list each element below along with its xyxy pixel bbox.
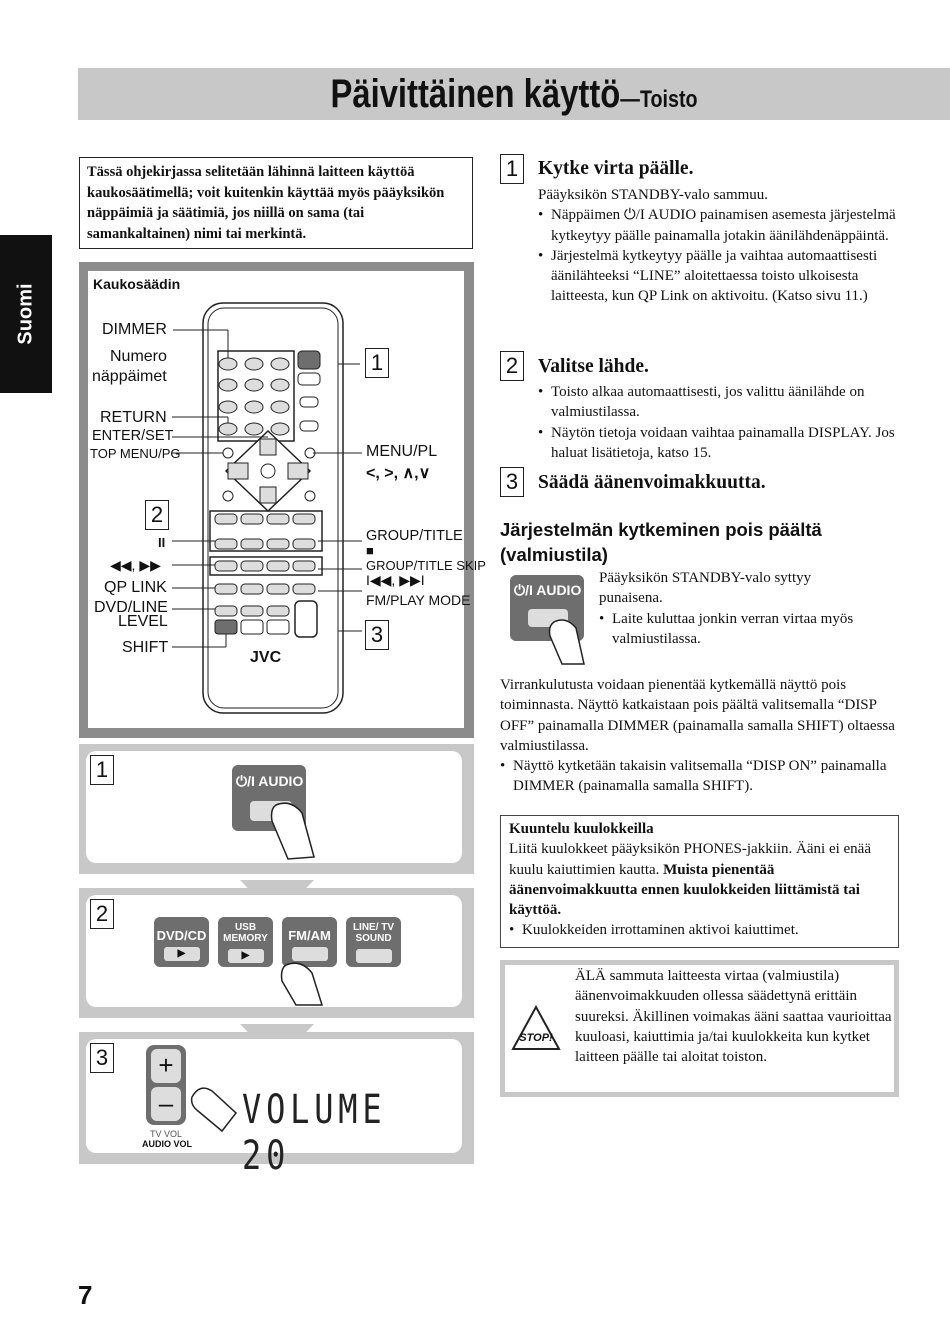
headphones-body (509, 839, 890, 920)
power-saving-text (500, 675, 900, 797)
headphones-title: Kuuntelu kuulokkeilla (509, 821, 654, 837)
headphones-text: Liitä kuulokkeet pääyksikön PHONES-jakkiin. Ääni ei enää kuulu kaiuttimien kautta. (509, 841, 871, 878)
label-level: LEVEL (118, 613, 168, 630)
fm-am-label: FM/AM (288, 928, 331, 943)
line-tv-sound-button[interactable] (346, 917, 401, 967)
step2-number: 2 (90, 899, 114, 929)
volume-display: VOLUME 20 (242, 1087, 387, 1179)
label-enter-set: ENTER/SET (92, 428, 174, 444)
instr1-bullet: • Näppäimen ⏻/I AUDIO painamisen asemesta järjestelmä kytkeytyy päälle painamalla jotakin äänilähdenäppäintä. (538, 205, 902, 246)
title-main: Päivittäinen käyttö (330, 72, 621, 116)
label-top-menu: TOP MENU/PG (90, 446, 181, 461)
callout-3: 3 (365, 620, 389, 650)
language-tab (0, 235, 52, 393)
label-numero: Numero (110, 348, 167, 365)
audio-vol-label: AUDIO VOL (142, 1139, 193, 1149)
step3-inner (86, 1039, 462, 1179)
fm-am-button[interactable] (282, 917, 337, 967)
play-icon: ▶ (228, 949, 264, 963)
label-fm-play: FM/PLAY MODE (366, 592, 471, 608)
remote-caption: Kaukosäädin (93, 276, 181, 292)
label-arrows: <, >, ∧,∨ (366, 465, 431, 482)
finger-icon (546, 618, 586, 666)
standby-line1: Pääyksikön STANDBY-valo syttyy (599, 570, 812, 586)
tv-vol-label: TV VOL (150, 1129, 183, 1139)
label-return: RETURN (100, 409, 167, 426)
finger-icon (276, 961, 326, 1007)
intro-box: Tässä ohjekirjassa selitetään lähinnä laitteen käyttöä kaukosäätimellä; voit kuitenkin käyttää myös pääyksikön näppäimiä ja säätimiä, jos niillä on sama (tai samankaltainen) nimi tai merkintä. (79, 157, 473, 249)
warning-box (500, 960, 899, 1097)
step3-number: 3 (90, 1043, 114, 1073)
instr1-number: 1 (500, 154, 524, 184)
instr1-bullet: • Järjestelmä kytkeytyy päälle ja vaihtaa automaattisesti äänilähteeksi “LINE” aloitettaessa toisto ulkoisesta laitteesta, kun QP Link on aktivoitu. (Katso sivu 11.) (538, 246, 902, 307)
volume-down-button[interactable]: – (151, 1087, 181, 1121)
standby-text (599, 568, 899, 649)
headphones-bullet: • Kuulokkeiden irrottaminen aktivoi kaiuttimet. (509, 920, 890, 940)
standby-heading (500, 517, 822, 567)
label-group-title: GROUP/TITLE (366, 528, 463, 544)
instr2-bullet: • Näytön tietoja voidaan vaihtaa painamalla DISPLAY. Jos haluat lisätietoja, katso 15. (538, 423, 902, 464)
step1-number: 1 (90, 755, 114, 785)
dvd-cd-label: DVD/CD (156, 928, 207, 943)
title-bar (78, 68, 950, 120)
label-menu-pl: MENU/PL (366, 443, 438, 460)
remote-illustration (88, 271, 486, 728)
instr1-body (538, 185, 902, 307)
label-group-title-skip: GROUP/TITLE SKIP (366, 558, 486, 573)
usb-memory-label: USB MEMORY (223, 922, 268, 944)
volume-control[interactable] (146, 1045, 186, 1125)
instr3-heading: Säädä äänenvoimakkuutta. (538, 472, 766, 493)
standby-bullet: • Laite kuluttaa jonkin verran virtaa myös valmiustilassa. (599, 609, 899, 650)
page-title (156, 68, 871, 126)
line-tv-sound-label: LINE/ TV SOUND (352, 922, 395, 944)
label-stop: ■ (366, 543, 374, 558)
button-key (356, 949, 392, 963)
standby-line2: punaisena. (599, 590, 663, 607)
warning-text: ÄLÄ sammuta laitteesta virtaa (valmiustila) äänenvoimakkuuden ollessa säädettynä erittäin suureksi. Äkillinen voimakas ääni saattaa vaurioittaa kuuloasi, kaiuttimia ja/tai kuulokkeita kun kytket laitteen päälle tai aloitat toiston. (575, 968, 892, 1066)
title-subtitle: —Toisto (620, 86, 698, 113)
button-key (292, 947, 328, 961)
headphones-box (500, 815, 899, 948)
callout-2: 2 (145, 500, 169, 530)
usb-memory-button[interactable] (218, 917, 273, 967)
callout-1: 1 (365, 348, 389, 378)
power-saving-paragraph: Virrankulutusta voidaan pienentää kytkemällä näyttö pois toiminnasta. Näyttö katkaistaan pois päältä valitsemalla “DISP OFF” painamalla DIMMER (painamalla samalla SHIFT) oltaessa valmiustilassa. (500, 677, 895, 754)
label-skip2: I◀◀, ▶▶I (366, 572, 425, 588)
finger-icon (190, 1083, 238, 1133)
page-number: 7 (78, 1280, 93, 1310)
instr1-heading: Kytke virta päälle. (538, 158, 694, 179)
label-dvd-line: DVD/LINE (94, 599, 168, 616)
jvc-logo: JVC (250, 649, 282, 666)
standby-button-label: ⏻/I AUDIO (514, 582, 582, 598)
standby-heading-line2: (valmiustila) (500, 544, 608, 565)
language-label: Suomi (14, 283, 37, 345)
audio-button-label: ⏻/I AUDIO (236, 773, 304, 789)
label-shift: SHIFT (122, 639, 169, 656)
label-nappaimet: näppäimet (92, 368, 167, 385)
instr1-line: Pääyksikön STANDBY-valo sammuu. (538, 187, 769, 203)
instr3-number: 3 (500, 467, 524, 497)
finger-icon (266, 801, 316, 861)
play-icon: ▶ (164, 947, 200, 961)
instr2-bullet: • Toisto alkaa automaattisesti, jos valittu äänilähde on valmiustilassa. (538, 382, 902, 423)
power-saving-bullet: • Näyttö kytketään takaisin valitsemalla “DISP ON” painamalla DIMMER (painamalla samalla SHIFT). (500, 756, 900, 797)
stop-label: STOP! (519, 1032, 553, 1044)
label-pause: II (158, 535, 166, 550)
standby-heading-line1: Järjestelmän kytkeminen pois päältä (500, 519, 822, 540)
step2-inner (86, 895, 462, 1007)
instr2-body (538, 382, 902, 463)
instr2-number: 2 (500, 351, 524, 381)
instr2-heading: Valitse lähde. (538, 356, 649, 377)
step1-inner (86, 751, 462, 863)
volume-up-button[interactable]: + (151, 1049, 181, 1083)
headphones-warning: Muista pienentää äänenvoimakkuutta ennen kuulokkeiden liittämistä tai käyttöä. (509, 861, 860, 919)
label-dimmer: DIMMER (102, 321, 167, 338)
label-skip: ◀◀, ▶▶ (110, 557, 161, 573)
dvd-cd-button[interactable] (154, 917, 209, 967)
stop-hand-icon (511, 1005, 561, 1051)
label-qp-link: QP LINK (104, 579, 167, 596)
